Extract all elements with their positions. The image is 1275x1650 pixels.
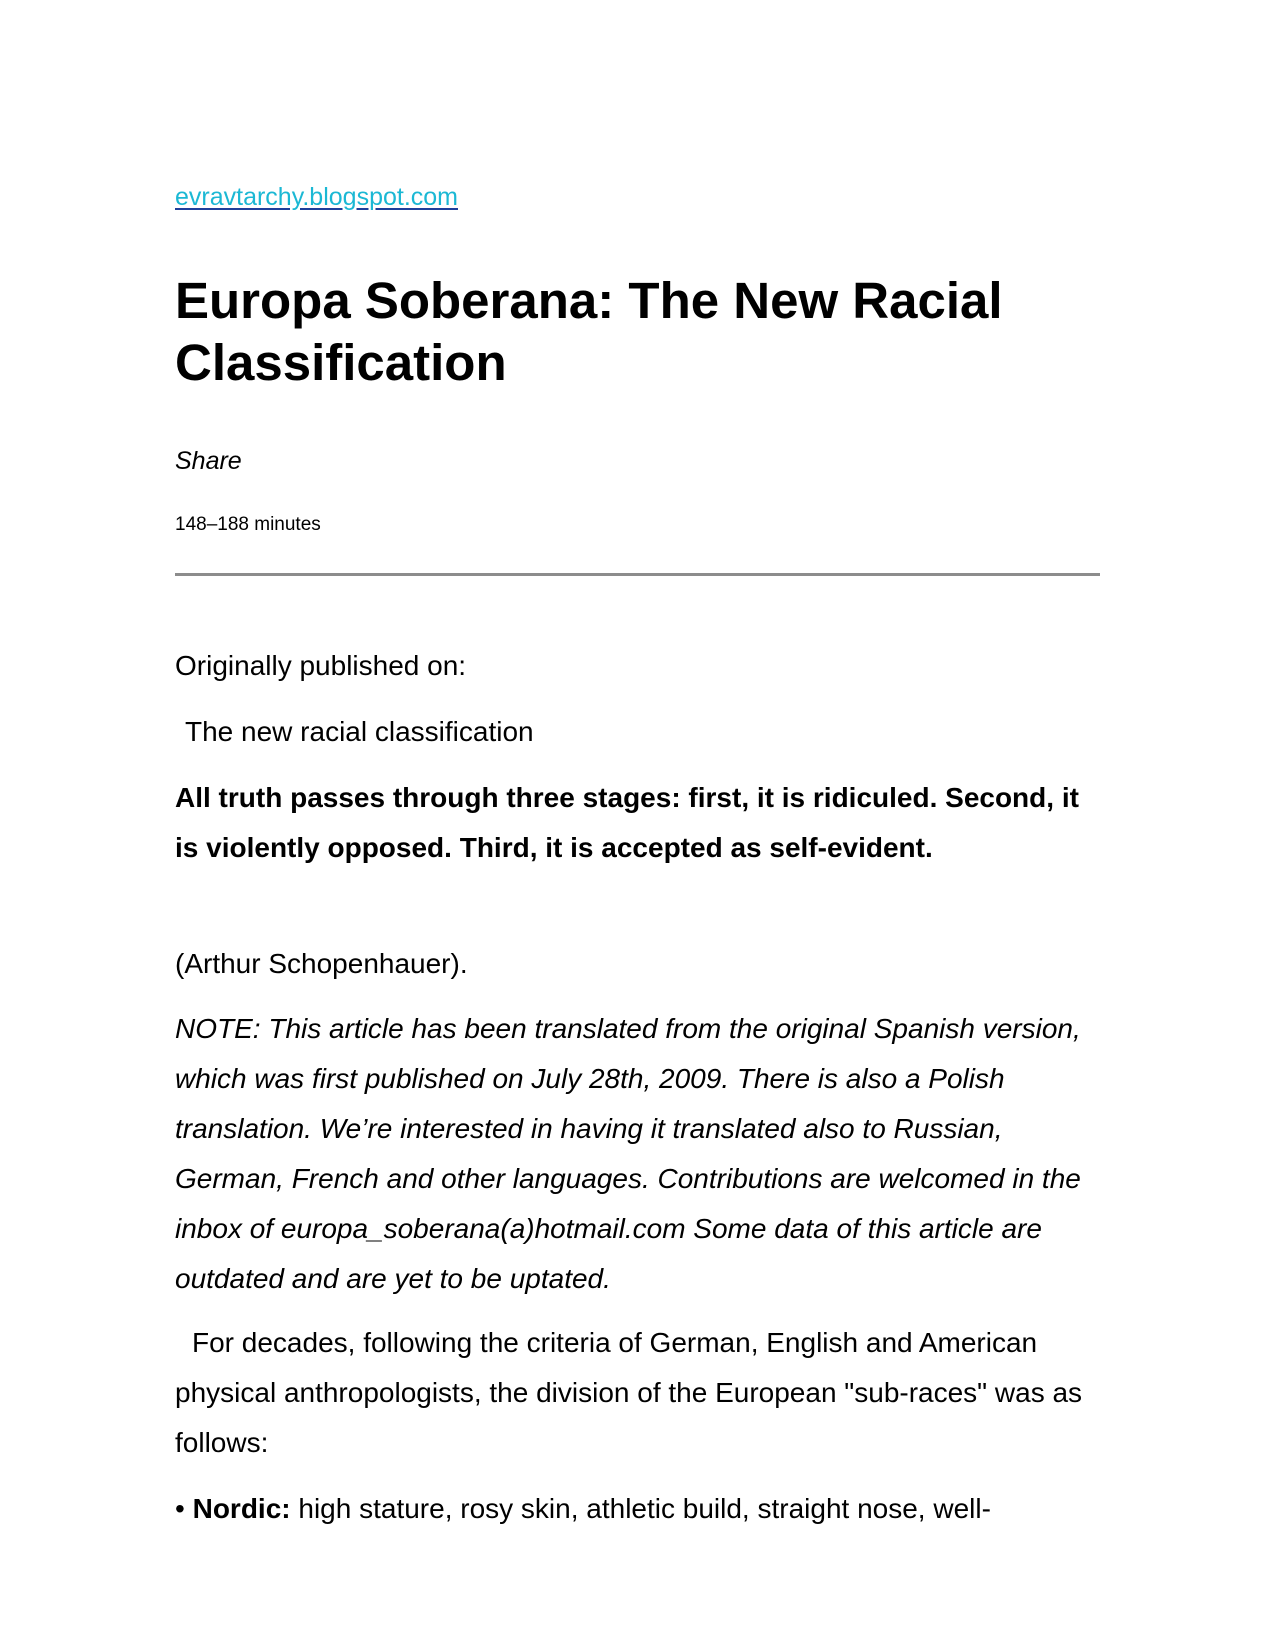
article-title: Europa Soberana: The New Racial Classification bbox=[175, 272, 1003, 391]
intro-paragraph: For decades, following the criteria of German, English and American physical anthropologists, the division of the European "sub-races" was as follows: bbox=[175, 1327, 1083, 1458]
source-link[interactable]: evravtarchy.blogspot.com bbox=[175, 183, 458, 211]
translation-note: NOTE: This article has been translated from the original Spanish version, which was first published on July 28th, 2009. There is also a Polish translation. We’re interested in having it translated also to Russian, German, French and other languages. Contributions are welcomed in the inbox of europa_soberana(a)hotmail.com Some data of this article are outdated and are yet to be uptated. bbox=[175, 1013, 1081, 1294]
list-text: high stature, rosy skin, athletic build, straight nose, well- bbox=[298, 1493, 991, 1524]
divider bbox=[175, 573, 1100, 576]
original-title: The new racial classification bbox=[185, 716, 534, 747]
quote-attribution: (Arthur Schopenhauer). bbox=[175, 948, 468, 979]
reading-time: 148–188 minutes bbox=[175, 514, 321, 535]
share-label[interactable]: Share bbox=[175, 447, 242, 475]
bullet: • bbox=[175, 1493, 185, 1524]
list-item bbox=[175, 1484, 1100, 1534]
list-term: Nordic: bbox=[192, 1493, 291, 1524]
originally-published-label: Originally published on: bbox=[175, 650, 467, 681]
quote: All truth passes through three stages: first, it is ridiculed. Second, it is violently opposed. Third, it is accepted as self-evident. bbox=[175, 782, 1079, 863]
